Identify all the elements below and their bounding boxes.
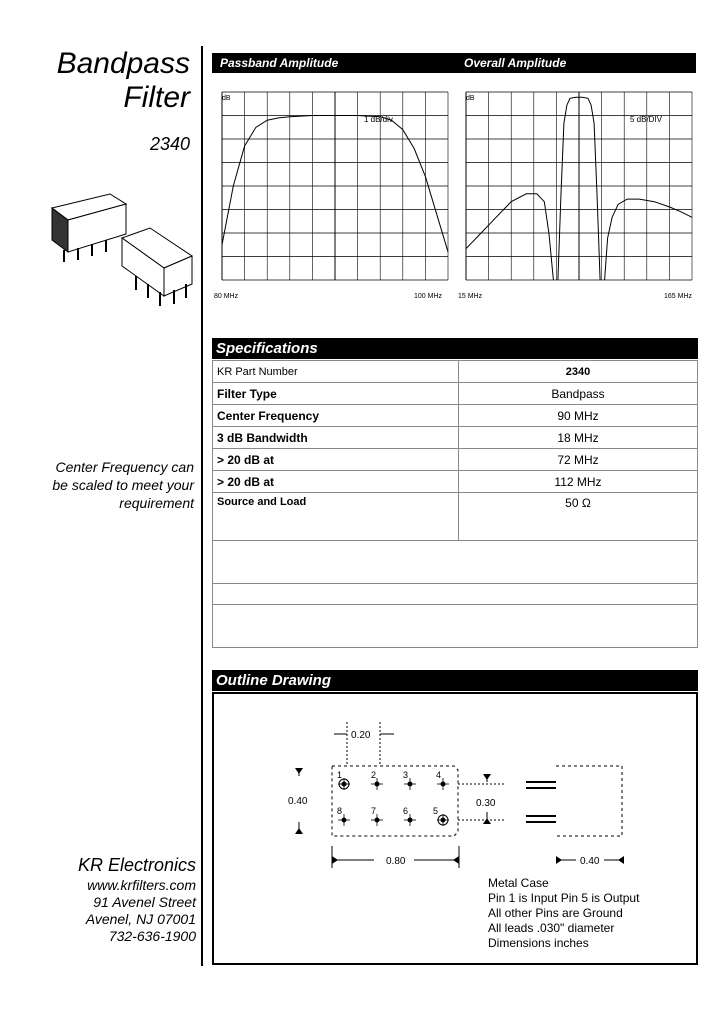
- outline-header: [212, 670, 698, 691]
- charts-header-bar: [212, 53, 696, 73]
- outline-drawing: [214, 694, 696, 874]
- specs-header: [212, 338, 698, 359]
- spec-label: > 20 dB at: [213, 449, 459, 471]
- table-row: [213, 449, 698, 471]
- passband-scale-label: 1 dB/div: [364, 115, 393, 124]
- outline-notes: [488, 876, 639, 951]
- specs-table: [212, 360, 698, 648]
- note-line: All leads .030" diameter: [488, 921, 615, 935]
- passband-y-label: dB: [222, 95, 231, 102]
- overall-header: Overall Amplitude: [464, 56, 567, 70]
- table-row: [213, 493, 698, 541]
- note-line: All other Pins are Ground: [488, 906, 623, 920]
- table-row: [213, 471, 698, 493]
- dim-pin-spacing: 0.20: [351, 730, 371, 741]
- overall-x-end: 165 MHz: [664, 293, 693, 300]
- table-row: [213, 361, 698, 383]
- passband-x-end: 100 MHz: [414, 293, 443, 300]
- product-title-line2: Filter: [123, 81, 190, 114]
- empty-row: [213, 541, 698, 584]
- table-row: [213, 605, 698, 648]
- side-note-line1: Center Frequency can: [55, 459, 194, 475]
- company-name: KR Electronics: [77, 855, 196, 875]
- dim-row-spacing: 0.30: [476, 798, 496, 809]
- note-line: Metal Case: [488, 876, 549, 890]
- outline-header-label: Outline Drawing: [216, 672, 332, 689]
- spec-value: 18 MHz: [459, 427, 698, 449]
- note-line: Pin 1 is Input Pin 5 is Output: [488, 891, 640, 905]
- note-line: Dimensions inches: [488, 936, 589, 950]
- overall-series-upper: [605, 199, 692, 280]
- table-row: [213, 541, 698, 584]
- overall-y-label: dB: [466, 95, 475, 102]
- part-label: KR Part Number: [213, 361, 459, 383]
- company-website[interactable]: www.krfilters.com: [87, 877, 196, 893]
- company-street: 91 Avenel Street: [93, 894, 196, 910]
- overall-x-start: 15 MHz: [458, 293, 483, 300]
- overall-scale-label: 5 dB/DIV: [630, 115, 663, 124]
- company-phone: 732-636-1900: [108, 928, 196, 944]
- pin-label: 1: [337, 770, 343, 780]
- spec-value: 90 MHz: [459, 405, 698, 427]
- pin-label: 4: [436, 770, 442, 780]
- spec-label: Filter Type: [213, 383, 459, 405]
- product-photo: [40, 190, 200, 320]
- passband-chart: [214, 80, 454, 305]
- passband-header: Passband Amplitude: [220, 56, 339, 70]
- dim-width: 0.80: [386, 856, 406, 867]
- column-divider: [201, 46, 203, 966]
- empty-row: [213, 584, 698, 605]
- pin-label: 8: [337, 806, 343, 816]
- dim-side: 0.40: [580, 856, 600, 867]
- pin-label: 6: [403, 806, 409, 816]
- spec-value: 112 MHz: [459, 471, 698, 493]
- table-row: [213, 427, 698, 449]
- table-row: [213, 584, 698, 605]
- pin-label: 7: [371, 806, 377, 816]
- dim-height: 0.40: [288, 796, 308, 807]
- spec-label: Center Frequency: [213, 405, 459, 427]
- company-city: Avenel, NJ 07001: [85, 911, 196, 927]
- product-title-line1: Bandpass: [56, 47, 190, 80]
- spec-value: 72 MHz: [459, 449, 698, 471]
- passband-grid: [222, 92, 448, 280]
- spec-label: > 20 dB at: [213, 471, 459, 493]
- passband-x-start: 80 MHz: [214, 293, 239, 300]
- product-model: 2340: [149, 134, 190, 154]
- overall-series-lower: [466, 194, 553, 280]
- spec-label: Source and Load: [213, 493, 459, 541]
- overall-chart: [458, 80, 698, 305]
- part-value: 2340: [459, 361, 698, 383]
- side-note-line2: be scaled to meet your: [52, 477, 194, 493]
- specs-header-label: Specifications: [216, 340, 318, 357]
- table-row: [213, 383, 698, 405]
- side-note: [20, 458, 194, 512]
- spec-value: Bandpass: [459, 383, 698, 405]
- side-note-line3: requirement: [119, 495, 194, 511]
- pin-label: 5: [433, 806, 439, 816]
- pin-label: 2: [371, 770, 377, 780]
- pin-label: 3: [403, 770, 409, 780]
- table-row: [213, 405, 698, 427]
- empty-row: [213, 605, 698, 648]
- spec-value: 50 Ω: [459, 493, 698, 541]
- spec-label: 3 dB Bandwidth: [213, 427, 459, 449]
